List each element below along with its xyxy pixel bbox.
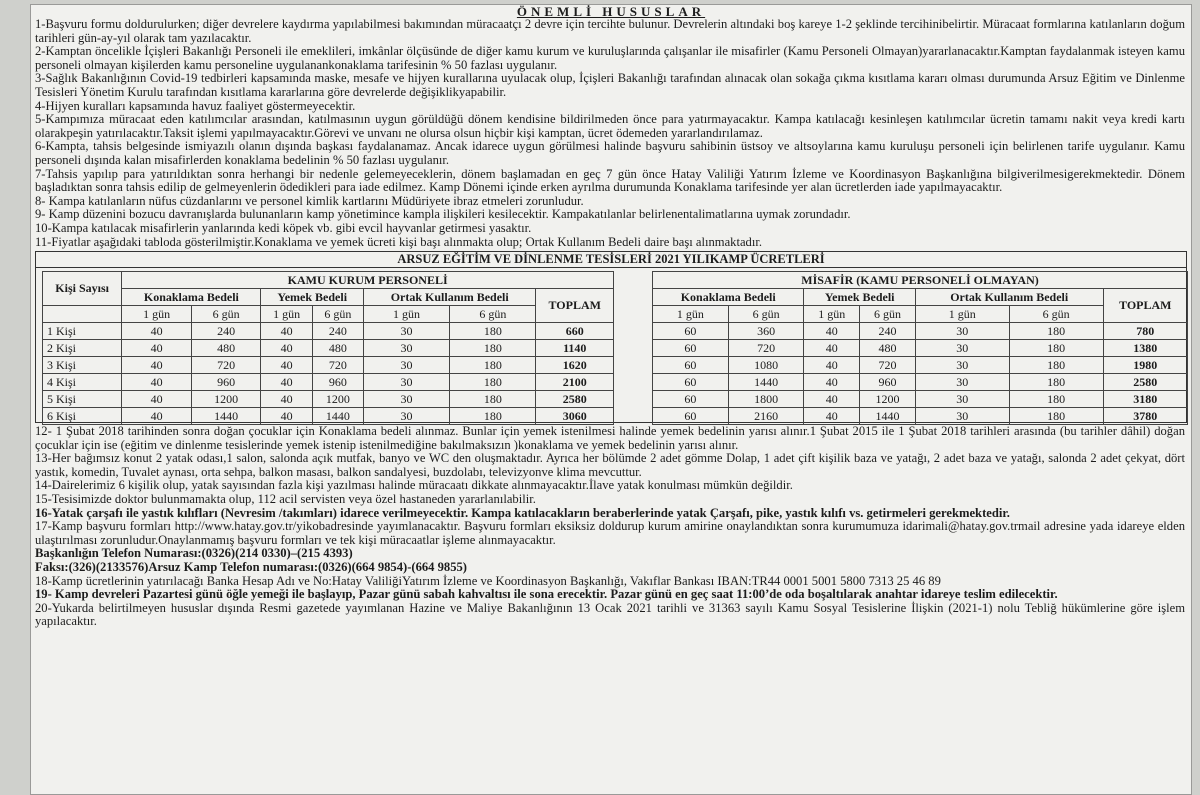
item-12: 12- 1 Şubat 2018 tarihinden sonra doğan çocuklar için Konaklama bedeli alınmaz. Bunlar için yemek istenilmesi halinde yemek bedelinin yarısı alınır.1 Şubat 2015 ile 1 Şubat 2018 tarihleri arasında (bu tarihler dâhil) doğan çocuklar için ise (eğitim ve dinlenme tesislerinde yemek istenip istenilmediğine bakılmaksızın )konaklama ve yemek bedelinin yarısı alınır. — [35, 424, 1185, 452]
day-6-label: 6 gün — [860, 306, 916, 323]
table-cell: 2 Kişi — [43, 340, 122, 357]
table-cell: 40 — [122, 357, 192, 374]
table-cell: 240 — [312, 323, 363, 340]
table-cell: 1620 — [536, 357, 614, 374]
table-row — [43, 340, 614, 357]
table-cell: 780 — [1103, 323, 1187, 340]
table-cell: 40 — [804, 357, 860, 374]
table-cell: 720 — [860, 357, 916, 374]
table-cell: 360 — [728, 323, 804, 340]
table-cell: 40 — [122, 323, 192, 340]
table-cell: 1380 — [1103, 340, 1187, 357]
table-row — [43, 357, 614, 374]
table-cell: 1440 — [728, 374, 804, 391]
price-table-title: ARSUZ EĞİTİM VE DİNLENME TESİSLERİ 2021 YILIKAMP ÜCRETLERİ — [36, 252, 1186, 268]
table-cell: 1440 — [312, 408, 363, 425]
item-7: 7-Tahsis yapılıp para yatırıldıktan sonra herhangi bir nedenle gelemeyeceklerin, dönem başlamadan en geç 7 gün önce Hatay Valiliği Yatırım İzleme ve Koordinasyon Başkanlığına bilgiverilmesigerekmektedir. Dönem başladıktan sonra tahsis edilip de gelmeyenlerin ödedikleri para iade edilmez. Kamp Dönemi içinde erken ayrılma durumunda Konaklama tarifesinde yer alan ücretlerden iade yapılmayacaktır. — [35, 166, 1185, 195]
item-8: 8- Kampa katılanların nüfus cüzdanlarını ve personel kimlik kartlarını Müdüriyete ibraz etmeleri zorunludur. — [35, 193, 584, 208]
table-row — [653, 374, 1188, 391]
table-cell: 40 — [261, 391, 312, 408]
table-cell: 30 — [915, 374, 1009, 391]
table-cell: 30 — [915, 391, 1009, 408]
table-cell: 60 — [653, 340, 729, 357]
table-cell: 180 — [1009, 357, 1103, 374]
item-2: 2-Kamptan öncelikle İçişleri Bakanlığı Personeli ile emeklileri, imkânlar ölçüsünde de diğer kamu kurum ve kuruluşlarında çalışanlar ile misafirler (Kamu Personeli Olmayan)yararlanacaktır.Kamptan faydalanmak isteyen kamu personeli olmayan kişilerden kamu personeline uygulanankonaklama tarifesinin % 50 fazlası uygulanır. — [35, 44, 1185, 72]
table-row — [653, 340, 1188, 357]
table-cell: 30 — [915, 323, 1009, 340]
header-shared: Ortak Kullanım Bedeli — [363, 289, 536, 306]
header-person-count: Kişi Sayısı — [43, 272, 122, 306]
table-cell: 1980 — [1103, 357, 1187, 374]
table-cell: 720 — [312, 357, 363, 374]
table-cell: 1440 — [860, 408, 916, 425]
header-lodging: Konaklama Bedeli — [653, 289, 804, 306]
table-cell: 180 — [450, 357, 536, 374]
table-cell: 6 Kişi — [43, 408, 122, 425]
guest-caption: MİSAFİR (KAMU PERSONELİ OLMAYAN) — [653, 272, 1188, 289]
table-cell: 60 — [653, 391, 729, 408]
item-4: 4-Hijyen kuralları kapsamında havuz faaliyet göstermeyecektir. — [35, 98, 356, 113]
table-row — [653, 408, 1188, 425]
table-cell: 30 — [363, 391, 449, 408]
table-cell: 2580 — [536, 391, 614, 408]
item-3: 3-Sağlık Bakanlığının Covid-19 tedbirleri kapsamında maske, mesafe ve hijyen kurallarına uyulacak olup, İçişleri Bakanlığı tarafından alınacak olan sokağa çıkma kısıtlama kararı olması durumunda Arsuz Eğitim ve Dinlenme Tesisleri Yönetim Kurulu tarafından kısıtlama kararlarına göre devrelerde değişiklikyapabilir. — [35, 71, 1185, 99]
table-cell: 30 — [363, 408, 449, 425]
table-cell: 60 — [653, 357, 729, 374]
table-cell: 1 Kişi — [43, 323, 122, 340]
table-cell: 60 — [653, 374, 729, 391]
day-6-label: 6 gün — [1009, 306, 1103, 323]
item-10: 10-Kampa katılacak misafirlerin yanlarında kedi köpek vb. gibi evcil hayvanlar getirmesi yasaktır. — [35, 220, 532, 235]
table-cell: 1440 — [191, 408, 261, 425]
item-11: 11-Fiyatlar aşağıdaki tabloda gösterilmiştir.Konaklama ve yemek ücreti kişi başı alınmakta olup; Ortak Kullanım Bedeli daire başı alınmaktadır. — [35, 234, 762, 249]
public-staff-caption: KAMU KURUM PERSONELİ — [122, 272, 614, 289]
item-1: 1-Başvuru formu doldurulurken; diğer devrelere kaydırma yapılabilmesi bakımından müracaatçı 2 devre için tercihte bulunur. Devrelerin altındaki boş kareye 1-2 şeklinde tercihinibelirtir. Müracaat formlarına katılanların doğum tarihleri gün-ay-yıl olarak tam yazılacaktır. — [35, 17, 1185, 45]
table-cell: 30 — [363, 323, 449, 340]
table-cell: 40 — [261, 340, 312, 357]
table-cell: 30 — [915, 340, 1009, 357]
table-cell: 240 — [860, 323, 916, 340]
table-cell: 3060 — [536, 408, 614, 425]
table-cell: 30 — [915, 408, 1009, 425]
day-6-label: 6 gün — [312, 306, 363, 323]
table-cell: 40 — [261, 374, 312, 391]
table-cell: 180 — [450, 391, 536, 408]
table-cell: 40 — [804, 391, 860, 408]
day-1-label: 1 gün — [804, 306, 860, 323]
table-cell: 480 — [860, 340, 916, 357]
table-cell: 3780 — [1103, 408, 1187, 425]
table-cell: 1140 — [536, 340, 614, 357]
fax-line: Faksı:(326)(2133576)Arsuz Kamp Telefon numarası:(0326)(664 9854)-(664 9855) — [35, 560, 468, 575]
table-cell: 30 — [915, 357, 1009, 374]
table-cell: 40 — [261, 408, 312, 425]
table-cell: 180 — [1009, 408, 1103, 425]
header-total: TOPLAM — [536, 289, 614, 323]
day-1-label: 1 gün — [653, 306, 729, 323]
table-cell: 660 — [536, 323, 614, 340]
table-cell: 1080 — [728, 357, 804, 374]
item-16: 16-Yatak çarşafı ile yastık kılıfları (Nevresim /takımları) idarece verilmeyecektir. Kampa katılacakların beraberlerinde yatak Çarşafı, pike, yastık kılıfı vs. getirmeleri gerekmektedir. — [35, 505, 1010, 520]
table-cell: 60 — [653, 323, 729, 340]
day-1-label: 1 gün — [915, 306, 1009, 323]
table-row — [653, 391, 1188, 408]
table-cell: 30 — [363, 357, 449, 374]
table-cell: 180 — [1009, 374, 1103, 391]
table-cell: 2100 — [536, 374, 614, 391]
table-cell: 180 — [1009, 340, 1103, 357]
table-cell: 960 — [860, 374, 916, 391]
item-17: 17-Kamp başvuru formları http://www.hatay.gov.tr/yikobadresinde yayımlanacaktır. Başvuru formları eksiksiz doldurup kurum amirine onaylandıktan sonra kurumumuza idarimali@hatay.gov.trmail adresine yada idareye elden ulaştırılması zorunludur.Onaylanmamış başvuru formları ve tek kişi müracaatlar işleme alınmayacaktır. — [35, 519, 1185, 547]
table-row — [653, 323, 1188, 340]
page-title: ÖNEMLİ HUSUSLAR — [516, 4, 706, 19]
table-cell: 960 — [191, 374, 261, 391]
table-row — [43, 323, 614, 340]
table-cell: 180 — [450, 374, 536, 391]
table-cell: 180 — [450, 408, 536, 425]
header-lodging: Konaklama Bedeli — [122, 289, 261, 306]
item-20: 20-Yukarda belirtilmeyen hususlar dışında Resmi gazetede yayımlanan Hazine ve Maliye Bakanlığının 13 Ocak 2021 tarihli ve 31363 sayılı Kamu Sosyal Tesislerine İlişkin (2021-1) nolu Tebliğ hükümlerine göre işlem yapılacaktır. — [35, 600, 1185, 629]
table-cell: 2160 — [728, 408, 804, 425]
table-cell: 40 — [122, 408, 192, 425]
header-total: TOPLAM — [1103, 289, 1187, 323]
table-cell: 1200 — [312, 391, 363, 408]
item-9: 9- Kamp düzenini bozucu davranışlarda bulunanların kamp yönetimince kampla ilişkileri kesilecektir. Kampakatılanlar belirlenentalimatlarına uymak zorundadır. — [35, 207, 851, 222]
table-cell: 40 — [804, 340, 860, 357]
item-19: 19- Kamp devreleri Pazartesi günü öğle yemeği ile başlayıp, Pazar günü sabah kahvaltısı ile sona erecektir. Pazar günü en geç saat 11:00’de oda boşaltılarak anahtar idareye teslim edilecektir. — [35, 587, 1058, 602]
item-13: 13-Her bağımsız konut 2 yatak odası,1 salon, salonda açık mutfak, banyo ve WC den oluşmaktadır. Ayrıca her bölümde 2 adet gömme Dolap, 1 adet çift kişilik baza ve yatağı, 2 adet baza ve yatağı, salonda 2 adet çekyat, dört yastık, komedin, Tuvalet aynası, orta sehpa, balkon masası, balkon sandalyesi, buzdolabı, televizyonve klima mevcuttur. — [35, 451, 1185, 479]
table-cell: 180 — [450, 340, 536, 357]
table-cell: 180 — [1009, 323, 1103, 340]
item-15: 15-Tesisimizde doktor bulunmamakta olup, 112 acil servisten veya özel hastaneden yararlanılabilir. — [35, 492, 536, 507]
public-staff-table — [42, 271, 614, 425]
table-cell: 480 — [312, 340, 363, 357]
table-cell: 1200 — [860, 391, 916, 408]
table-cell: 40 — [261, 357, 312, 374]
table-cell: 3 Kişi — [43, 357, 122, 374]
day-1-label: 1 gün — [363, 306, 449, 323]
header-shared: Ortak Kullanım Bedeli — [915, 289, 1103, 306]
table-row — [43, 391, 614, 408]
document-sheet — [30, 4, 1192, 795]
day-6-label: 6 gün — [728, 306, 804, 323]
table-row — [43, 408, 614, 425]
table-cell: 480 — [191, 340, 261, 357]
item-6: 6-Kampta, tahsis belgesinde ismiyazılı olanın dışında başkası faydalanamaz. Ancak idarece uygun görülmesi halinde başvuru sahibinin üstsoy ve altsoylarına kamu kuruluşu personeli için belirlenen tarife uygulanır. Kamu personeli dışında kalan misafirlerden konaklama bedelinin % 50 fazlası uygulanır. — [35, 139, 1185, 167]
day-1-label: 1 gün — [261, 306, 312, 323]
table-cell: 4 Kişi — [43, 374, 122, 391]
table-cell: 30 — [363, 340, 449, 357]
table-cell: 1200 — [191, 391, 261, 408]
table-row — [43, 374, 614, 391]
table-cell: 2580 — [1103, 374, 1187, 391]
table-row — [653, 357, 1188, 374]
header-meal: Yemek Bedeli — [804, 289, 915, 306]
item-14: 14-Dairelerimiz 6 kişilik olup, yatak sayısından fazla kişi yazılması halinde müracaatı dikkate alınmayacaktır.İlave yatak konulması mümkün değildir. — [35, 478, 793, 493]
table-cell: 40 — [804, 408, 860, 425]
table-cell: 40 — [122, 374, 192, 391]
item-5: 5-Kampımıza müracaat eden katılımcılar arasından, katılmasının uygun görüldüğü dönem kendisine bildirilmeden önce para yatırmayacaktır. Kampa katılacağı kesinleşen katılımcılar ücretin tamamı nakit veya kredi kartı olarakpeşin yatırılacaktır.Taksit işlemi yapılmayacaktır.Görevi ve unvanı ne olursa olsun hiçbir kişi kamptan, ücret ödemeden yararlandırılamaz. — [35, 112, 1185, 140]
table-cell: 720 — [728, 340, 804, 357]
table-cell: 40 — [804, 374, 860, 391]
guest-table — [652, 271, 1188, 425]
day-1-label: 1 gün — [122, 306, 192, 323]
table-cell: 180 — [450, 323, 536, 340]
table-cell: 1800 — [728, 391, 804, 408]
table-cell: 30 — [363, 374, 449, 391]
item-18: 18-Kamp ücretlerinin yatırılacağı Banka Hesap Adı ve No:Hatay ValiliğiYatırım İzleme ve Koordinasyon Başkanlığı, Vakıflar Bankası IBAN:TR44 0001 5001 5800 7313 25 46 89 — [35, 573, 941, 588]
table-cell: 40 — [804, 323, 860, 340]
table-cell: 180 — [1009, 391, 1103, 408]
price-table-box — [35, 251, 1187, 423]
table-cell: 240 — [191, 323, 261, 340]
phone-line: Başkanlığın Telefon Numarası:(0326)(214 0330)–(215 4393) — [35, 546, 353, 561]
day-6-label: 6 gün — [450, 306, 536, 323]
table-cell: 3180 — [1103, 391, 1187, 408]
header-meal: Yemek Bedeli — [261, 289, 363, 306]
table-cell: 960 — [312, 374, 363, 391]
table-cell: 720 — [191, 357, 261, 374]
table-cell: 40 — [122, 391, 192, 408]
table-cell: 5 Kişi — [43, 391, 122, 408]
table-cell: 60 — [653, 408, 729, 425]
table-cell: 40 — [122, 340, 192, 357]
table-cell: 40 — [261, 323, 312, 340]
day-6-label: 6 gün — [191, 306, 261, 323]
